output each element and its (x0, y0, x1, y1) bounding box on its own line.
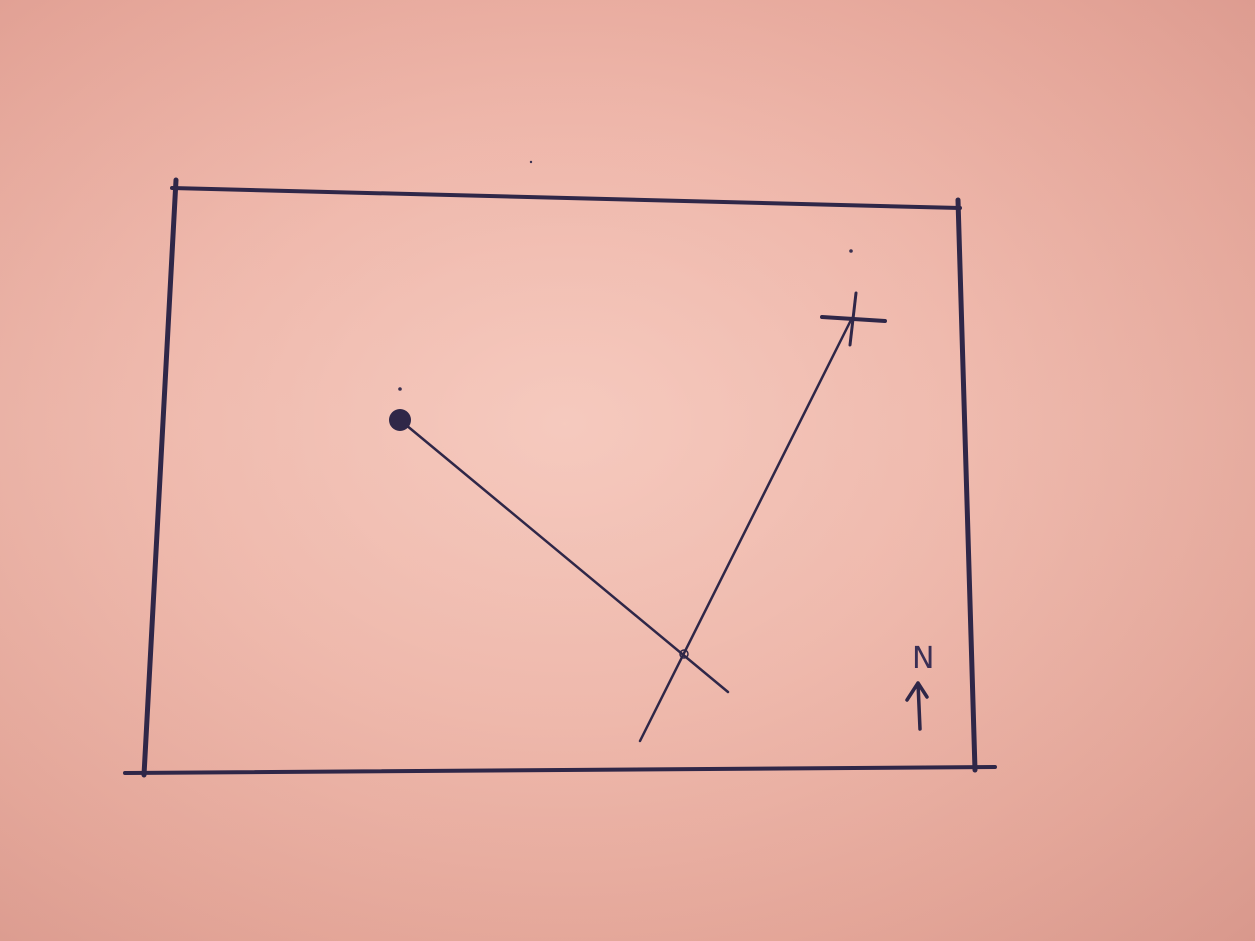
frame-bottom-edge (125, 767, 995, 773)
frame-right-edge (958, 200, 975, 770)
line-from-dot (400, 420, 728, 692)
north-label: N (912, 641, 935, 676)
frame-top-edge (172, 188, 960, 208)
frame-left-edge (144, 180, 176, 775)
map-frame (125, 180, 995, 775)
cross-point-marker (822, 293, 885, 345)
north-arrow (907, 641, 934, 729)
dot-point-marker (389, 409, 411, 431)
line-from-cross (640, 318, 852, 741)
north-arrow-icon (907, 683, 927, 729)
